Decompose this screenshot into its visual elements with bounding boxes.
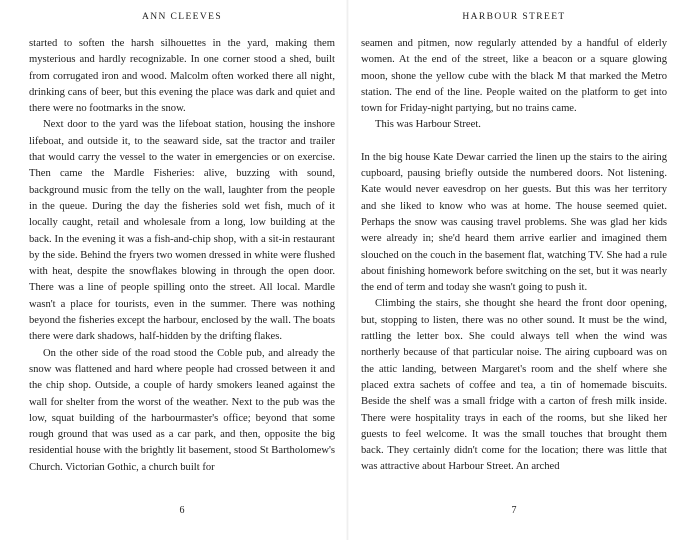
paragraph: seamen and pitmen, now regularly attended by a handful of elderly women. At the end of the street, like a beacon or a square glowing moon, shone the yellow cube with the black M that marked the Metro station. The end of the line. People waited on the platform to get into town for Friday-night partying, but no trains came. (361, 38, 667, 115)
page-number-right: 7 (511, 505, 517, 516)
running-head-author: ANN CLEEVES (141, 12, 223, 22)
left-page-body (29, 36, 335, 476)
right-page-body (361, 36, 667, 476)
paragraph: Next door to the yard was the lifeboat station, housing the inshore lifeboat, and outside it, to the seaward side, sat the tractor and trailer that would carry the vessel to the water in emergencies or on exercise. Then came the Mardle Fisheries: alive, buzzing with sound, background music from the telly on the wall, laughter from the people in the queue. During the day the fisheries sold wet fish, much of it locally caught, retail and wholesale from a long, low building at the back. In the evening it was a fish-and-chip shop, with a sit-in restaurant by the side. Behind the fryers two women dressed in white were flushed with heat, despite the snowflakes blowing in through the open door. There was a line of people spilling onto the street. All local. Mardle wasn't a place for tourists, even in the summer. There was nothing beyond the fisheries except the harbour, enclosed by the wall. The boats there were dark shadows, half-hidden by the drifting flakes. (29, 119, 335, 343)
page-number-left: 6 (179, 505, 185, 516)
paragraph: started to soften the harsh silhouettes in the yard, making them mysterious and hardly recognizable. In one corner stood a shed, built from corrugated iron and wood. Malcolm often worked there all night, drinking cans of beer, but this evening the place was dark and quiet and there were no footmarks in the snow. (29, 38, 335, 115)
right-page (361, 0, 667, 540)
gutter-shadow (346, 0, 349, 540)
paragraph: This was Harbour Street. (375, 119, 481, 131)
paragraph: In the big house Kate Dewar carried the linen up the stairs to the airing cupboard, pausing briefly outside the numbered doors. Not listening. Kate would never eavesdrop on her guests. But this was her territory and she liked to know who was at home. The house seemed quiet. Perhaps the snow was causing travel problems. She was glad her kids were already in; she'd heard them arrive earlier and imagined them slouched on the couch in the basement flat, watching TV. She had a rule about finishing homework before switching on the set, but it was nearly the end of term and today she wasn't going to push it. (361, 151, 667, 294)
paragraph: On the other side of the road stood the Coble pub, and already the snow was flattened and hard where people had crossed between it and the chip shop. Outside, a couple of hardy smokers leaned against the wall for shelter from the worst of the weather. Next to the pub was the low, squat building of the harbourmaster's office; beyond that some rough ground that was used as a car park, and then, opposite the big residential house with the brightly lit basement, stood St Bartholomew's Church. Victorian Gothic, a church built for (29, 347, 335, 473)
paragraph: Climbing the stairs, she thought she heard the front door opening, but, stopping to listen, there was no other sound. It must be the wind, rattling the letter box. She could always tell when the wind was northerly because of that particular noise. The airing cupboard was on the attic landing, between Margaret's room and the shelf where she placed extra sachets of coffee and tea, a tin of homemade biscuits. Beside the shelf was a small fridge with a carton of fresh milk inside. There were hospitality trays in each of the rooms, but she liked her guests to feel welcome. It was the small touches that brought them back. They certainly didn't come for the location; there was little that was attractive about Harbour Street. An arched (361, 298, 667, 473)
running-head-title: HARBOUR STREET (462, 12, 566, 22)
left-page (29, 0, 335, 540)
